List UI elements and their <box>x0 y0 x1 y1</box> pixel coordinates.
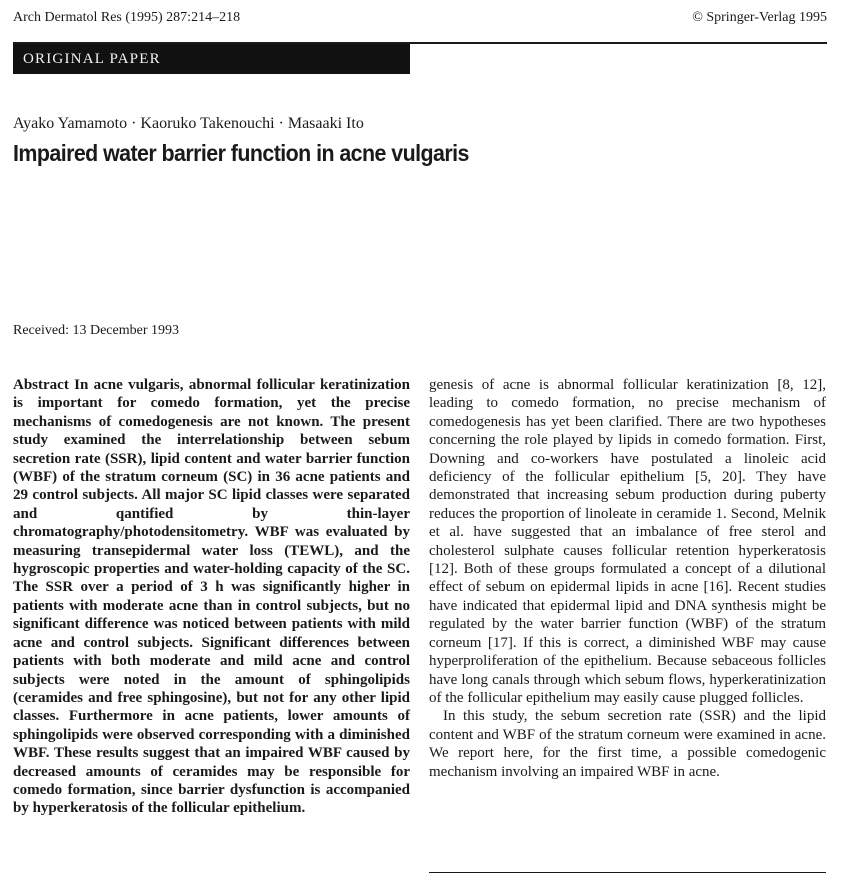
article-type-banner: ORIGINAL PAPER <box>13 44 410 74</box>
abstract-text: Abstract In acne vulgaris, abnormal follicular keratinization is important for comedo formation, yet the precise mechanisms of comedogenesis are not known. The present study examined the interrelationship between sebum secretion rate (SSR), lipid content and water barrier function (WBF) of the stratum corneum (SC) in 36 acne patients and 29 control subjects. All major SC lipid classes were separated and qantified by thin-layer chromatography/photodensitometry. WBF was evaluated by measuring transepidermal water loss (TEWL), and the hygroscopic properties and water-holding capacity of the SC. The SSR over a period of 3 h was significantly higher in patients with moderate acne than in control subjects, but no significant difference was noticed between patients with mild acne and control subjects. Significant differences between patients with both moderate and mild acne and control subjects were noted in the amount of sphingolipids (ceramides and free sphingosine), but not for any other lipid classes. Furthermore in acne patients, lower amounts of sphingolipids were observed corresponding with a diminished WBF. These results suggest that an impaired WBF caused by decreased amounts of ceramides may be responsible for comedo formation, since barrier dysfunction is accompanied by hyperkeratosis of the follicular epithelium. <box>13 377 410 817</box>
received-date: Received: 13 December 1993 <box>13 323 179 338</box>
body-paragraph-2: In this study, the sebum secretion rate (SSR) and the lipid content and WBF of the stratum corneum were examined in acne. We report here, for the first time, a possible comedogenic mechanism involving an impaired WBF in acne. <box>429 708 826 780</box>
footer-divider <box>429 872 826 873</box>
body-paragraph-1: genesis of acne is abnormal follicular keratinization [8, 12], leading to comedo formation, no precise mechanism of comedogenesis has yet been clarified. There are two hypotheses concerning the role played by lipids in comedo formation. First, Downing and co-workers have postulated a linoleic acid deficiency of the follicular epithelium [5, 20]. They have demonstrated that increasing sebum production during puberty reduces the proportion of linoleate in ceramide 1. Second, Melnik et al. have suggested that an imbalance of free sterol and cholesterol sulphate causes follicular retention hyperkeratosis [12]. Both of these groups formulated a concept of a dilutional effect of sebum on epidermal lipids in acne [16]. Recent studies have indicated that epidermal lipid and DNA synthesis might be regulated by the water barrier function (WBF) of the stratum corneum [17]. If this is correct, a diminished WBF may cause hyperproliferation of the epithelium. Because sebaceous follicles have long canals through which sebum flows, hyperkeratinization of the follicular epithelium may easily cause plugged follicles. <box>429 377 826 706</box>
abstract-column <box>13 376 410 818</box>
author-list: Ayako Yamamoto · Kaoruko Takenouchi · Masaaki Ito <box>13 115 364 132</box>
paper-title: Impaired water barrier function in acne vulgaris <box>13 140 469 166</box>
copyright-notice: © Springer-Verlag 1995 <box>692 10 827 25</box>
journal-citation: Arch Dermatol Res (1995) 287:214–218 <box>13 10 241 25</box>
introduction-column <box>429 376 826 781</box>
